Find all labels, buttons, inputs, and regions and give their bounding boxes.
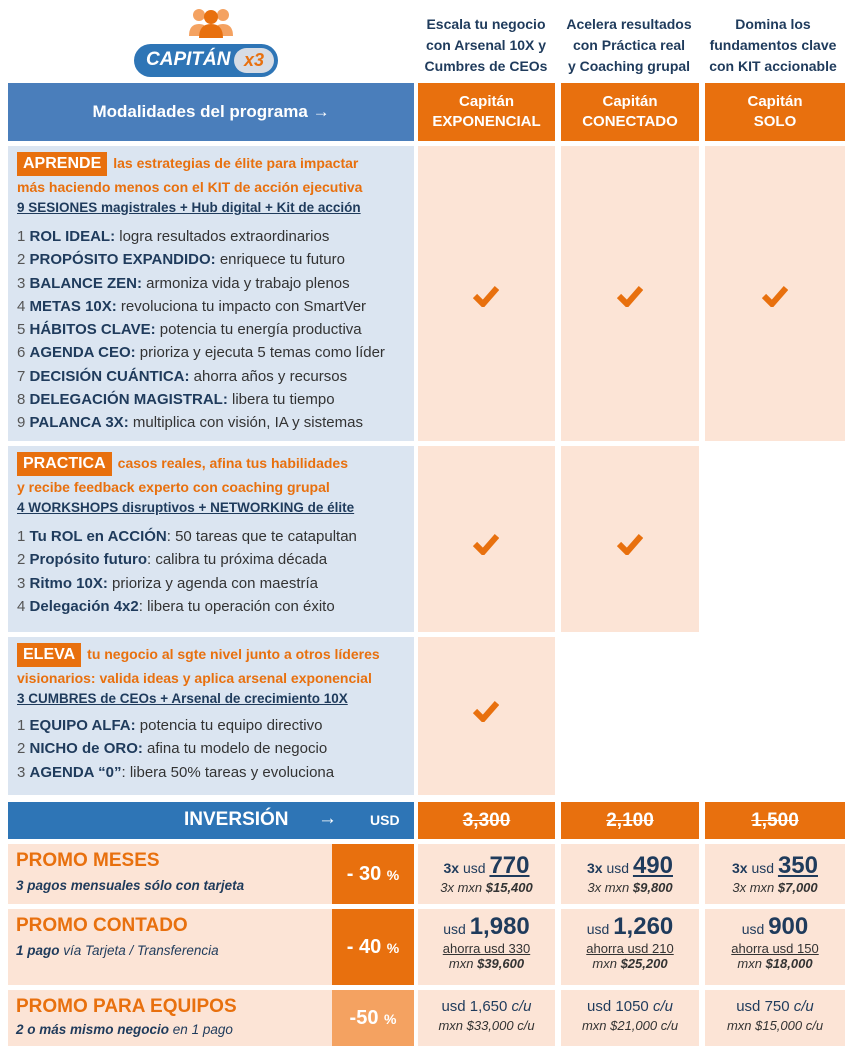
team-icon — [186, 6, 236, 40]
check-icon — [617, 533, 643, 555]
price-equipos-solo: usd 750 c/u mxn $15,000 c/u — [705, 990, 845, 1046]
price-meses-solo: 3x usd 350 3x mxn $7,000 — [705, 844, 845, 904]
promo-equipos: PROMO PARA EQUIPOS 2 o más mismo negocio en 1 pago — [8, 990, 332, 1046]
price-meses-exponencial: 3x usd 770 3x mxn $15,400 — [418, 844, 555, 904]
section-tag: APRENDE — [17, 152, 107, 176]
section-practica: PRACTICA casos reales, afina tus habilidades y recibe feedback experto con coaching grupal 4 WORKSHOPS disruptivos + NETWORKING de élite 1 Tu ROL en ACCIÓN: 50 tareas que te catapultan 2 Propósito futuro: calibra tu próxima década 3 Ritmo 10X: prioriza y agenda con maestría 4 Delegación 4x2: libera tu operación con éxito — [8, 446, 414, 632]
section-aprende: APRENDE las estrategias de élite para impactar más haciendo menos con el KIT de acción ejecutiva 9 SESIONES magistrales + Hub digital + Kit de acción 1 ROL IDEAL: logra resultados extraordinarios 2 PROPÓSITO EXPANDIDO: enriquece tu futuro 3 BALANCE ZEN: armoniza vida y trabajo plenos 4 METAS 10X: revoluciona tu impacto con SmartVer 5 HÁBITOS CLAVE: potencia tu energía productiva 6 AGENDA CEO: prioriza y ejecuta 5 temas como líder 7 DECISIÓN CUÁNTICA: ahorra años y recursos 8 DELEGACIÓN MAGISTRAL: libera tu tiempo 9 PALANCA 3X: multiplica con visión, IA y sistemas — [8, 146, 414, 441]
discount-badge-meses: - 30 % — [332, 844, 414, 904]
list-price-exponencial: 3,300 — [418, 802, 555, 839]
check-icon — [473, 700, 499, 722]
list-price-conectado: 2,100 — [561, 802, 699, 839]
price-meses-conectado: 3x usd 490 3x mxn $9,800 — [561, 844, 699, 904]
brand-name: CAPITÁN — [146, 49, 231, 70]
col-desc-exponencial: Escala tu negocio con Arsenal 10X y Cumbres de CEOs — [424, 16, 548, 74]
brand-logo — [134, 44, 278, 77]
plan-header-exponencial: Capitán EXPONENCIAL — [418, 83, 555, 141]
price-contado-solo: usd 900 ahorra usd 150 mxn $18,000 — [705, 909, 845, 985]
plan-header-conectado: Capitán CONECTADO — [561, 83, 699, 141]
section-eleva: ELEVA tu negocio al sgte nivel junto a otros líderes visionarios: valida ideas y aplica arsenal exponencial 3 CUMBRES de CEOs + Arsenal de crecimiento 10X 1 EQUIPO ALFA: potencia tu equipo directivo 2 NICHO de ORO: afina tu modelo de negocio 3 AGENDA “0”: libera 50% tareas y evoluciona — [8, 637, 414, 795]
price-equipos-conectado: usd 1050 c/u mxn $21,000 c/u — [561, 990, 699, 1046]
price-contado-exponencial: usd 1,980 ahorra usd 330 mxn $39,600 — [418, 909, 555, 985]
col-desc-conectado: Acelera resultados con Práctica real y Coaching grupal — [566, 16, 692, 74]
promo-contado: PROMO CONTADO 1 pago vía Tarjeta / Transferencia — [8, 909, 332, 985]
col-desc-solo: Domina los fundamentos clave con KIT accionable — [709, 16, 837, 74]
plan-header-solo: Capitán SOLO — [705, 83, 845, 141]
list-price-solo: 1,500 — [705, 802, 845, 839]
section-tag: ELEVA — [17, 643, 81, 667]
check-icon — [762, 285, 788, 307]
price-equipos-exponencial: usd 1,650 c/u mxn $33,000 c/u — [418, 990, 555, 1046]
check-icon — [473, 533, 499, 555]
discount-badge-equipos: -50 % — [332, 990, 414, 1046]
inversion-header: INVERSIÓN → USD — [8, 802, 414, 839]
check-icon — [473, 285, 499, 307]
brand-suffix: x3 — [234, 48, 274, 73]
discount-badge-contado: - 40 % — [332, 909, 414, 985]
price-contado-conectado: usd 1,260 ahorra usd 210 mxn $25,200 — [561, 909, 699, 985]
promo-meses: PROMO MESES 3 pagos mensuales sólo con tarjeta — [8, 844, 332, 904]
check-icon — [617, 285, 643, 307]
modalidades-header: Modalidades del programa → — [8, 83, 414, 141]
section-tag: PRACTICA — [17, 452, 112, 476]
